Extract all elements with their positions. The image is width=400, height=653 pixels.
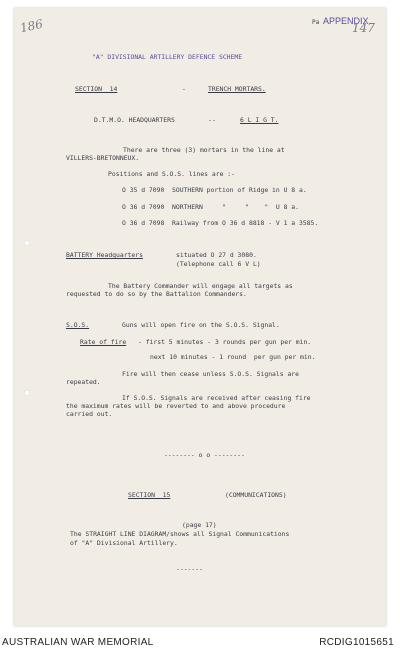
mortars-paragraph-line-1: There are three (3) mortars in the line at <box>123 146 285 154</box>
section-14-separator: - <box>182 85 186 93</box>
appendix-prefix: Pa <box>312 19 320 26</box>
battery-telephone: (Telephone call 6 V L) <box>176 260 261 268</box>
diagram-paragraph-line-2: of "A" Divisional Artillery. <box>70 539 178 547</box>
cease-paragraph-line-1: Fire will then cease unless S.O.S. Signals are <box>122 370 299 378</box>
commander-paragraph-line-2: requested to do so by the Battalion Commanders. <box>66 290 247 298</box>
punch-hole <box>24 240 30 246</box>
battery-location: situated O 27 d 3080. <box>176 251 257 259</box>
position-line: O 36 d 7090 NORTHERN " " " U 8 a. <box>122 203 299 211</box>
rate-first-minutes: - first 5 minutes - 3 rounds per gun per min. <box>138 338 312 346</box>
record-id-footer: RCDIG1015651 <box>319 637 394 648</box>
revert-paragraph-line-2: the maximum rates will be reverted to and above procedure <box>66 402 286 410</box>
cease-paragraph-line-2: repeated. <box>66 378 101 386</box>
revert-paragraph-line-3: carried out. <box>66 410 113 418</box>
position-line: O 36 d 7098 Railway from O 36 d 8818 - V 1 a 3585. <box>122 219 319 227</box>
folio-number-handwritten: 147 <box>352 21 375 35</box>
positions-intro: Positions and S.O.S. lines are :- <box>108 170 235 178</box>
section-divider: -------- o o -------- <box>164 451 245 459</box>
document-title: "A" DIVISIONAL ARTILLERY DEFENCE SCHEME <box>92 53 243 61</box>
rate-of-fire-label: Rate of fire <box>80 338 127 346</box>
closing-divider: ------- <box>176 565 203 573</box>
appendix-stamp: APPENDIX. <box>323 16 372 26</box>
punch-hole <box>24 390 30 396</box>
mortars-paragraph-line-2: VILLERS-BRETONNEUX. <box>66 154 140 162</box>
position-line: O 35 d 7090 SOUTHERN portion of Ridge in U 8 a. <box>122 186 307 194</box>
page-reference: (page 17) <box>182 521 217 529</box>
dtmo-headquarters-label: D.T.M.O. HEADQUARTERS <box>94 116 175 124</box>
section-14-topic: TRENCH MORTARS. <box>208 85 266 93</box>
revert-paragraph-line-1: If S.O.S. Signals are received after ceasing fire <box>122 394 311 402</box>
section-14-heading: SECTION 14 <box>75 85 118 93</box>
sos-text: Guns will open fire on the S.O.S. Signal. <box>122 321 280 329</box>
dtmo-callsign: 6 L I G T. <box>240 116 279 124</box>
page-number-handwritten: 186 <box>18 16 45 36</box>
commander-paragraph-line-1: The Battery Commander will engage all targets as <box>108 282 293 290</box>
rate-next-minutes: next 10 minutes - 1 round per gun per min. <box>150 353 316 361</box>
section-15-heading: SECTION 15 <box>128 491 171 499</box>
diagram-paragraph-line-1: The STRAIGHT LINE DIAGRAM/shows all Signal Communications <box>70 530 290 538</box>
section-15-topic: (COMMUNICATIONS) <box>225 491 287 499</box>
battery-headquarters-label: BATTERY Headquarters <box>66 251 143 259</box>
dtmo-separator: -- <box>208 116 216 124</box>
institution-footer: AUSTRALIAN WAR MEMORIAL <box>2 637 154 648</box>
sos-label: S.O.S. <box>66 321 90 329</box>
